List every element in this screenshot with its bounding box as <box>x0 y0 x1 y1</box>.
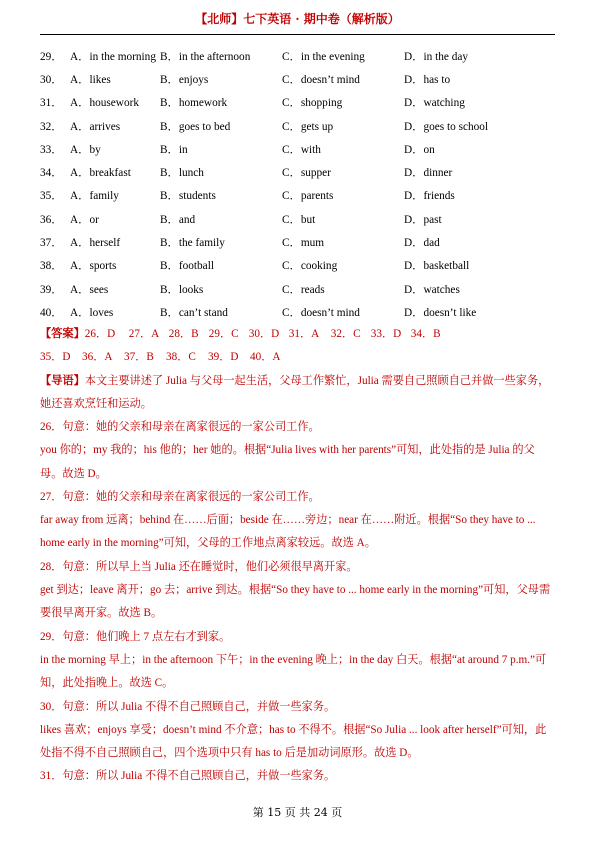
option-b: B．in <box>160 143 188 156</box>
answer-tag: 【答案】 <box>40 328 85 340</box>
answer-item: 36．A <box>82 351 113 364</box>
question-number: 32． <box>40 120 63 133</box>
question-row <box>40 114 560 137</box>
option-d: D．goes to school <box>404 120 489 133</box>
option-c: C．parents <box>282 190 334 203</box>
option-a: A．arrives <box>70 120 121 133</box>
answer-item: 38．C <box>166 351 196 364</box>
explanation-translation: 30．句意：所以 Julia 不得不自己照顾自己，并做一些家务。 <box>40 700 336 713</box>
question-row <box>40 137 560 160</box>
question-row <box>40 184 560 207</box>
explanation-analysis: likes 喜欢；enjoys 享受；doesn’t mind 不介意；has to 不得不。根据“So Julia ... look after herself”可知，此处指不得不自己照顾自己，四个选项中只有 has to 后是加动词原形。故选 D。 <box>40 723 547 760</box>
question-number: 30． <box>40 73 63 86</box>
guide-paragraph <box>40 370 555 417</box>
option-b: B．homework <box>160 97 228 110</box>
option-d: D．watching <box>404 97 465 110</box>
explanation-translation: 26．句意：她的父亲和母亲在离家很远的一家公司工作。 <box>40 421 320 433</box>
question-number: 39． <box>40 283 63 296</box>
option-d: D．past <box>404 213 442 226</box>
question-row <box>40 91 560 114</box>
option-d: D．basketball <box>404 260 470 273</box>
answer-item: 31．A <box>288 328 320 340</box>
answer-line-1 <box>40 323 555 346</box>
explanations <box>40 416 555 789</box>
answer-item: 30．D <box>248 328 280 340</box>
option-c: C．shopping <box>282 97 343 110</box>
question-number: 35． <box>40 190 63 203</box>
answer-item: 35．D <box>40 351 71 364</box>
answer-item: 32．C <box>330 328 361 340</box>
option-a: A．loves <box>70 306 114 319</box>
answer-item: 26．D <box>84 328 116 340</box>
option-c: C．but <box>282 213 316 226</box>
option-c: C．cooking <box>282 260 338 273</box>
option-b: B．can’t stand <box>160 306 228 319</box>
option-b: B．football <box>160 260 214 273</box>
question-row <box>40 67 560 90</box>
option-c: C．doesn’t mind <box>282 306 360 319</box>
option-c: C．supper <box>282 167 331 180</box>
question-number: 38． <box>40 260 63 273</box>
question-row <box>40 44 560 67</box>
answer-line-2 <box>40 346 555 369</box>
option-d: D．dad <box>404 237 440 250</box>
guide-text: 本文主要讲述了 Julia 与父母一起生活，父母工作繁忙，Julia 需要自己照顾自己并做一些家务，她还喜欢烹饪和运动。 <box>40 375 550 411</box>
answer-item: 27．A <box>128 328 160 340</box>
explanation-translation: 27．句意：她的父亲和母亲在离家很远的一家公司工作。 <box>40 490 320 503</box>
page-header-title: 【北师】七下英语 · 期中卷（解析版） <box>195 12 400 26</box>
option-a: A．sports <box>70 260 117 273</box>
header-divider <box>40 34 555 35</box>
option-d: D．on <box>404 143 435 156</box>
explanation-analysis: you 你的；my 我的；his 他的；her 她的。根据“Julia lives with her parents”可知，此处指的是 Julia 的父母。故选 D。 <box>40 444 535 480</box>
option-c: C．gets up <box>282 120 334 133</box>
question-number: 40． <box>40 306 63 319</box>
answer-item: 33．D <box>370 328 402 340</box>
option-b: B．in the afternoon <box>160 50 251 63</box>
option-a: A．sees <box>70 283 109 296</box>
option-b: B．lunch <box>160 167 204 180</box>
option-a: A．or <box>70 213 99 226</box>
answer-item: 28．B <box>168 328 199 340</box>
question-row <box>40 277 560 300</box>
option-a: A．by <box>70 143 101 156</box>
option-b: B．the family <box>160 237 225 250</box>
option-b: B．looks <box>160 283 204 296</box>
option-a: A．herself <box>70 237 121 250</box>
option-d: D．has to <box>404 73 451 86</box>
question-number: 36． <box>40 213 63 226</box>
question-row <box>40 230 560 253</box>
answer-item: 34．B <box>410 328 441 340</box>
option-c: C．reads <box>282 283 325 296</box>
option-b: B．students <box>160 190 216 203</box>
question-options-list <box>40 44 560 324</box>
question-row <box>40 254 560 277</box>
question-number: 31． <box>40 97 63 110</box>
question-number: 33． <box>40 143 63 156</box>
answer-item: 37．B <box>124 351 154 364</box>
option-a: A．housework <box>70 97 140 110</box>
answer-item: 40．A <box>250 351 281 364</box>
option-d: D．doesn’t like <box>404 306 477 319</box>
option-c: C．in the evening <box>282 50 365 63</box>
option-c: C．with <box>282 143 321 156</box>
question-number: 34． <box>40 167 63 180</box>
option-a: A．in the morning <box>70 50 156 63</box>
option-b: B．goes to bed <box>160 120 231 133</box>
question-row <box>40 207 560 230</box>
option-c: C．doesn’t mind <box>282 73 360 86</box>
answer-item: 29．C <box>208 328 239 340</box>
option-d: D．watches <box>404 283 460 296</box>
option-d: D．dinner <box>404 167 453 180</box>
option-a: A．breakfast <box>70 167 131 180</box>
question-number: 37． <box>40 237 63 250</box>
option-b: B．and <box>160 213 196 226</box>
guide-tag: 【导语】 <box>40 375 85 387</box>
explanation-translation: 29．句意：他们晚上 7 点左右才到家。 <box>40 630 231 643</box>
explanation-analysis: get 到达；leave 离开；go 去；arrive 到达。根据“So they have to ... home early in the morning”可知，父母需要很早离开家。故选 B。 <box>40 584 551 620</box>
question-row <box>40 160 560 183</box>
option-a: A．likes <box>70 73 111 86</box>
option-d: D．in the day <box>404 50 469 63</box>
option-c: C．mum <box>282 237 325 250</box>
answer-item: 39．D <box>208 351 239 364</box>
option-a: A．family <box>70 190 119 203</box>
explanation-analysis: far away from 远离；behind 在……后面；beside 在……旁边；near 在……附近。根据“So they have to ... home early in the morning”可知，父母的工作地点离家较远。故选 A。 <box>40 514 536 550</box>
question-row <box>40 300 560 323</box>
answer-key <box>40 323 555 370</box>
explanation-translation: 31．句意：所以 Julia 不得不自己照顾自己，并做一些家务。 <box>40 770 336 783</box>
page-footer: 第 15 页 共 24 页 <box>252 806 343 819</box>
option-b: B．enjoys <box>160 73 209 86</box>
explanation-analysis: in the morning 早上；in the afternoon 下午；in the evening 晚上；in the day 白天。根据“at around 7 p.m.”可知，此处指晚上。故选 C。 <box>40 653 547 690</box>
option-d: D．friends <box>404 190 455 203</box>
question-number: 29． <box>40 50 63 63</box>
explanation-translation: 28．句意：所以早上当 Julia 还在睡觉时，他们必须很早离开家。 <box>40 560 358 573</box>
